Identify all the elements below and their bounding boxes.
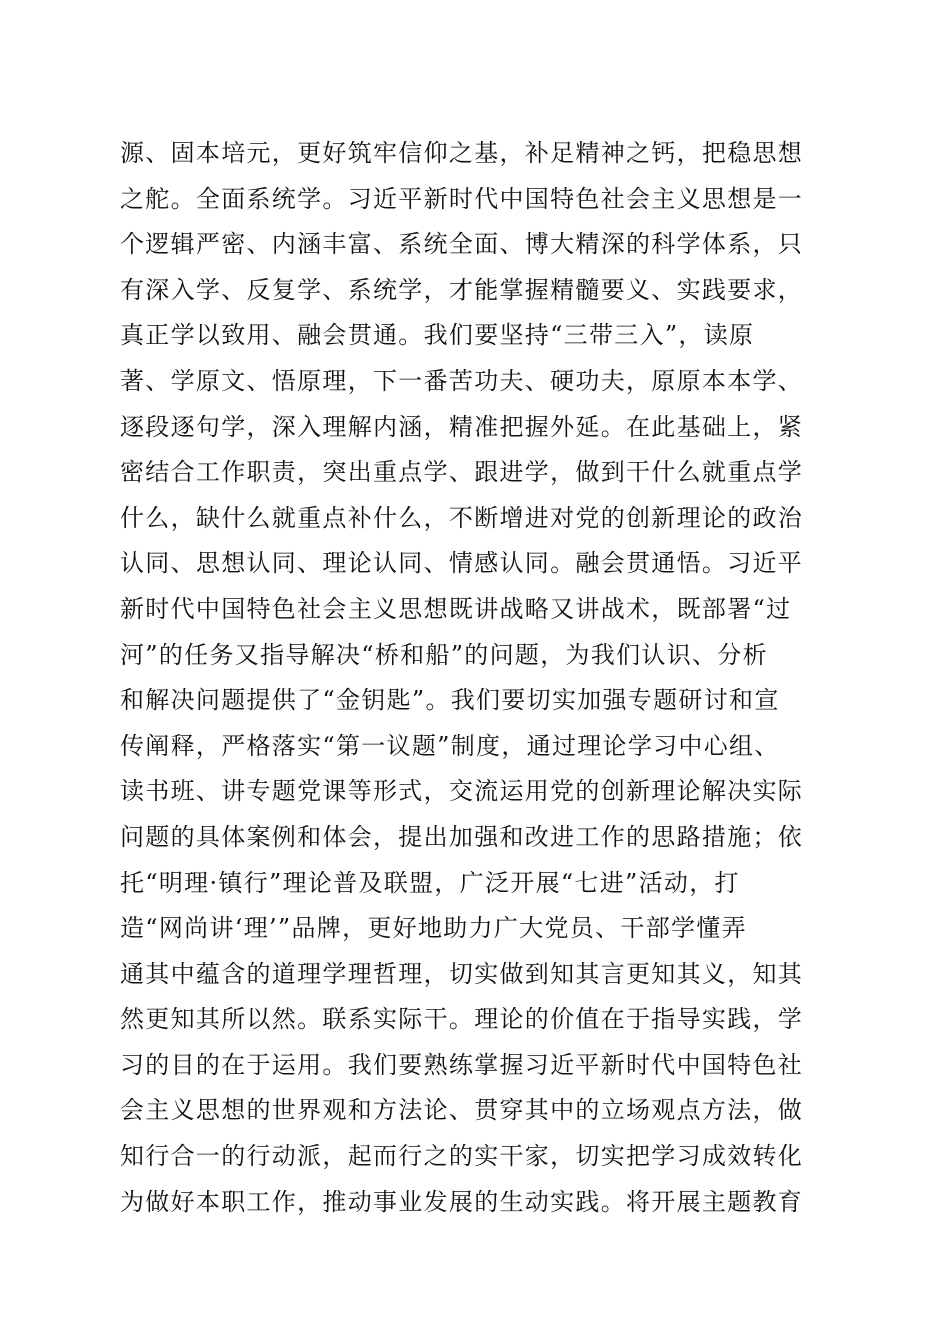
text-line: 和解决问题提供了“金钥匙”。我们要切实加强专题研讨和宣: [120, 686, 780, 715]
text-line: 然更知其所以然。联系实际干。理论的价值在于指导实践，学: [120, 1005, 804, 1034]
text-line: 新时代中国特色社会主义思想既讲战略又讲战术，既部署“过: [120, 594, 792, 623]
text-line: 托“明理·镇行”理论普及联盟，广泛开展“七进”活动，打: [120, 868, 740, 897]
text-line: 读书班、讲专题党课等形式，交流运用党的创新理论解决实际: [120, 777, 804, 806]
text-line: 河”的任务又指导解决“桥和船”的问题，为我们认识、分析: [120, 640, 768, 669]
text-line: 个逻辑严密、内涵丰富、系统全面、博大精深的科学体系，只: [120, 230, 804, 259]
text-line: 有深入学、反复学、系统学，才能掌握精髓要义、实践要求，: [120, 275, 804, 304]
text-line: 逐段逐句学，深入理解内涵，精准把握外延。在此基础上，紧: [120, 412, 804, 441]
text-line: 之舵。全面系统学。习近平新时代中国特色社会主义思想是一: [120, 184, 804, 213]
text-line: 著、学原文、悟原理，下一番苦功夫、硬功夫，原原本本学、: [120, 366, 804, 395]
text-line: 造“网尚讲‘理’”品牌，更好地助力广大党员、干部学懂弄: [120, 914, 747, 943]
text-line: 通其中蕴含的道理学理哲理，切实做到知其言更知其义，知其: [120, 959, 804, 988]
text-line: 问题的具体案例和体会，提出加强和改进工作的思路措施；依: [120, 822, 804, 851]
text-line: 密结合工作职责，突出重点学、跟进学，做到干什么就重点学: [120, 458, 804, 487]
text-line: 为做好本职工作，推动事业发展的生动实践。将开展主题教育: [120, 1187, 804, 1216]
text-line: 知行合一的行动派，起而行之的实干家，切实把学习成效转化: [120, 1142, 804, 1171]
text-line: 习的目的在于运用。我们要熟练掌握习近平新时代中国特色社: [120, 1050, 804, 1079]
text-line: 认同、思想认同、理论认同、情感认同。融会贯通悟。习近平: [120, 549, 804, 578]
body-text: [120, 131, 820, 1225]
text-line: 什么，缺什么就重点补什么，不断增进对党的创新理论的政治: [120, 503, 804, 532]
text-line: 源、固本培元，更好筑牢信仰之基，补足精神之钙，把稳思想: [120, 139, 804, 167]
text-line: 真正学以致用、融会贯通。我们要坚持“三带三入”，读原: [120, 321, 755, 350]
text-line: 会主义思想的世界观和方法论、贯穿其中的立场观点方法，做: [120, 1096, 804, 1125]
text-line: 传阐释，严格落实“第一议题”制度，通过理论学习中心组、: [120, 731, 780, 760]
